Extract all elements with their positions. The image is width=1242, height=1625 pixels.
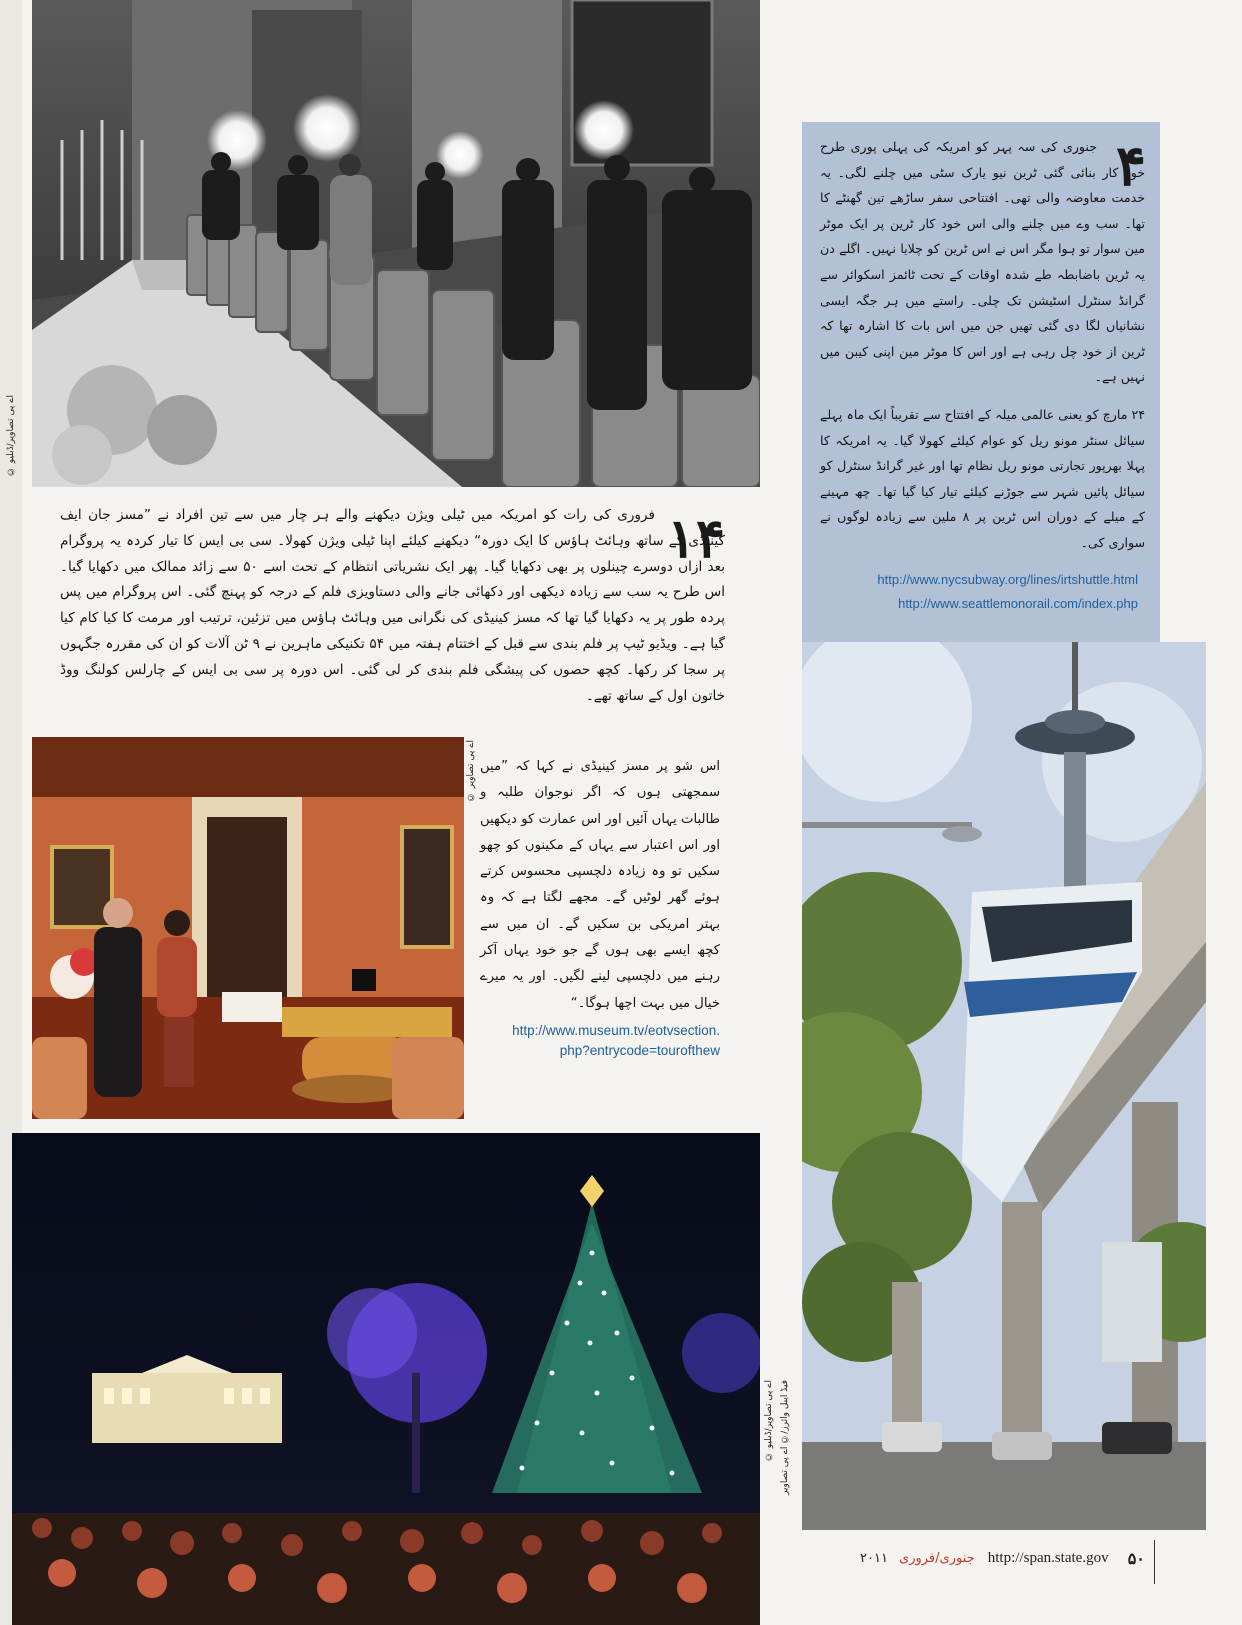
footer-issue: جنوری/فروری bbox=[899, 1551, 975, 1566]
middle-photo-credit: © اے پی تصاویر bbox=[466, 740, 476, 802]
monorail-photo bbox=[802, 642, 1206, 1530]
article-14-paragraph-2: اس شو پر مسز کینیڈی نے کہا کہ ”میں سمجھتی ہوں کہ اگر نوجوان طلبہ و طالبات یہاں آئیں اور اس عمارت کو دیکھیں اور اس اعتبار سے یہاں کے مکینوں کو چھو سکیں تو وہ زیادہ دلچسپی محسوس کرتے ہوئے گھر لوٹیں گے۔ مجھے لگتا ہے کہ وہ بہتر امریکی بن سکیں گے۔ ان میں سے کچھ ایسے بھی ہوں گے جو خود یہاں آکر رہنے میں دلچسپی لینے لگیں۔ اور یہ میرے خیال میں بہت اچھا ہوگا۔“ bbox=[480, 759, 720, 1011]
top-photo-credit: © اے پی تصاویر/ڈبلیو bbox=[6, 395, 16, 477]
page-number: ۵۰ bbox=[1127, 1549, 1145, 1568]
article-14-paragraph-1: فروری کی رات کو امریکہ میں ٹیلی ویژن دیکھنے والے ہر چار میں سے تین افراد نے ”مسز جان ایف کینیڈی کے ساتھ وہائٹ ہاؤس کا ایک دورہ“ دیکھنے کیلئے اپنا ٹیلی ویژن کھولا۔ سی بی ایس کا تیار کردہ یہ پروگرام بعد ازاں دوسرے چینلوں پر بھی دکھایا گیا۔ پھر ایک نشریاتی انتظام کے تحت اسے ۵۰ سے زائد ممالک میں دکھایا گیا۔ اس طرح یہ سب سے زیادہ دیکھی اور دکھائی جانے والی دستاویزی فلم کے درجہ کو پہنچ گئی۔ اس پروگرام میں پس پردہ طور پر یہ دکھایا گیا تھا کہ مسز کینیڈی کی نگرانی میں وہائٹ ہاؤس میں تزئین، ترتیب اور مرمت کا کیا کام کیا گیا ہے۔ ویڈیو ٹیپ پر فلم بندی سے قبل کے اختتام ہفتہ میں ۵۴ تکنیکی ماہرین نے ۹ ٹن آلات کو ان کی مقررہ جگہوں پر سجا کر رکھا۔ کچھ حصوں کی پیشگی فلم بندی کر لی گئی۔ اس دورہ پر سی بی ایس کے چارلس کولنگ ووڈ خاتون اول کے ساتھ تھے۔ bbox=[60, 507, 725, 704]
bottom-photo-credit: © اے پی تصاویر/ڈبلیو bbox=[764, 1380, 774, 1462]
footer-divider bbox=[1154, 1540, 1155, 1584]
footer-url[interactable]: http://span.state.gov bbox=[987, 1550, 1109, 1566]
article-4-number: ۴ bbox=[1115, 133, 1146, 199]
article-4-paragraph-2: ۲۴ مارچ کو یعنی عالمی میلہ کے افتتاح سے تقریباً ایک ماہ پہلے سیائل سنٹر مونو ریل کو عوام کیلئے کھولا گیا۔ یہ امریکہ کا پہلا بھرپور تجارتی مونو ریل نظام تھا اور غیر گرانڈ سنٹرل کو سیائل پائیں شہر سے جوڑنے کیلئے تیار کیا گیا تھا۔ چھ مہینے کے میلے کے دوران اس ٹرین پر ۸ ملین سے زیادہ لوگوں نے سواری کی۔ bbox=[820, 407, 1145, 550]
dining-room-illustration bbox=[32, 0, 760, 487]
article-4-paragraph-1: جنوری کی سہ پہر کو امریکہ کی پہلی پوری طرح خود کار بنائی گئی ٹرین نیو یارک سٹی میں چلنے لگی۔ یہ خدمت معاوضہ والی تھی۔ افتتاحی سفر ساڑھے تین گھنٹے کا تھا۔ سب وے میں چلنے والی اس خود کار ٹرین پر ایک موٹر مین سوار تو ہوا مگر اس نے اس ٹرین کو چلایا نہیں۔ اگلے دن یہ ٹرین باضابطہ طے شدہ اوقات کے تحت ٹائمز اسکوائر سے گرانڈ سنٹرل اسٹیشن تک چلی۔ راستے میں ہر جگہ ایسی نشانیاں لگا دی گئی تھیں جن میں اس بات کا اشارہ تھا کہ ٹرین از خود چل رہی ہے اور اس کا موٹر مین اپنی کیبن میں نہیں ہے۔ bbox=[820, 139, 1145, 385]
red-room-illustration bbox=[32, 737, 464, 1119]
article-14-link[interactable] bbox=[480, 1021, 720, 1061]
christmas-tree-illustration bbox=[12, 1133, 760, 1625]
article-14-link-line-2[interactable]: php?entrycode=tourofthew bbox=[559, 1042, 720, 1058]
article-14-link-line-1[interactable]: http://www.museum.tv/eotvsection. bbox=[512, 1022, 720, 1038]
monorail-illustration bbox=[802, 642, 1206, 1530]
article-4-link-1[interactable]: http://www.nycsubway.org/lines/irtshuttle.html bbox=[877, 572, 1138, 587]
article-14-continued bbox=[480, 754, 720, 1061]
red-room-photo bbox=[32, 737, 464, 1119]
christmas-tree-photo bbox=[12, 1133, 760, 1625]
dining-room-photo bbox=[32, 0, 760, 487]
footer-year: ۲۰۱۱ bbox=[860, 1551, 888, 1566]
page-footer bbox=[860, 1548, 1160, 1578]
article-4-panel bbox=[802, 122, 1160, 642]
right-photo-credit: فیڈ ایبل وائرز/© اے پی تصاویر bbox=[780, 1380, 790, 1495]
article-14 bbox=[60, 503, 725, 735]
article-14-number: ۱۴ bbox=[666, 506, 725, 570]
article-4-link-2[interactable]: http://www.seattlemonorail.com/index.php bbox=[898, 596, 1138, 611]
